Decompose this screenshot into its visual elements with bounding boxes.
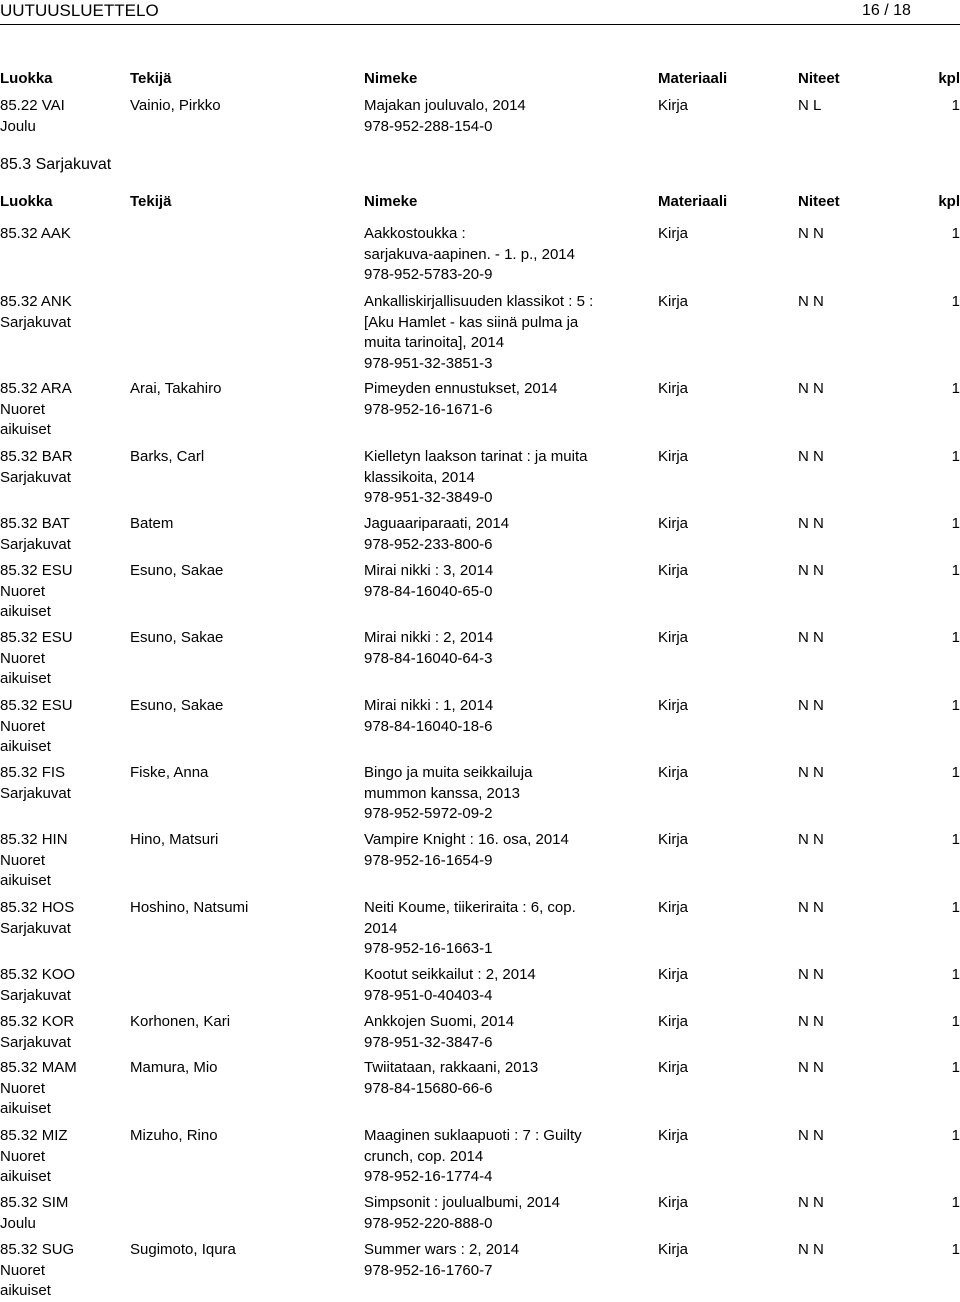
- cell-niteet: N N: [798, 697, 824, 714]
- cell-tekija: Korhonen, Kari: [130, 1013, 231, 1030]
- cell-niteet: N N: [798, 1059, 824, 1076]
- cell-materiaali: Kirja: [658, 448, 689, 465]
- page-header: [0, 0, 960, 25]
- cell-luokka: 85.32 KOR Sarjakuvat: [0, 1013, 75, 1051]
- cell-kpl: 1: [951, 293, 960, 310]
- cell-niteet: N N: [798, 764, 824, 781]
- cell-luokka: 85.32 ESU Nuoret aikuiset: [0, 562, 73, 621]
- cell-materiaali: Kirja: [658, 97, 689, 114]
- cell-luokka: 85.32 KOO Sarjakuvat: [0, 966, 76, 1004]
- cell-nimeke: Twiitataan, rakkaani, 2013 978-84-15680-66-6: [364, 1059, 539, 1097]
- cell-niteet: N N: [798, 831, 824, 848]
- cell-kpl: 1: [951, 225, 960, 242]
- cell-nimeke: Majakan jouluvalo, 2014 978-952-288-154-0: [364, 97, 526, 135]
- cell-luokka: 85.32 BAT Sarjakuvat: [0, 515, 71, 553]
- cell-kpl: 1: [951, 515, 960, 532]
- cell-nimeke: Ankalliskirjallisuuden klassikot : 5 : [Aku Hamlet - kas siinä pulma ja muita tarinoita], 2014 978-951-32-3851-3: [364, 293, 594, 372]
- cell-nimeke: Pimeyden ennustukset, 2014 978-952-16-1671-6: [364, 380, 558, 418]
- cell-nimeke: Neiti Koume, tiikeriraita : 6, cop. 2014 978-952-16-1663-1: [364, 899, 576, 958]
- cell-tekija: Hoshino, Natsumi: [130, 899, 249, 916]
- cell-niteet: N L: [798, 97, 822, 114]
- header-materiaali: Materiaali: [658, 193, 728, 210]
- section-title: 85.3 Sarjakuvat: [0, 156, 112, 173]
- cell-luokka: 85.32 ESU Nuoret aikuiset: [0, 629, 73, 688]
- cell-materiaali: Kirja: [658, 1127, 689, 1144]
- cell-kpl: 1: [951, 1127, 960, 1144]
- cell-kpl: 1: [951, 629, 960, 646]
- cell-tekija: Mamura, Mio: [130, 1059, 218, 1076]
- cell-materiaali: Kirja: [658, 764, 689, 781]
- cell-luokka: 85.32 MAM Nuoret aikuiset: [0, 1059, 77, 1118]
- cell-niteet: N N: [798, 380, 824, 397]
- cell-nimeke: Vampire Knight : 16. osa, 2014 978-952-16-1654-9: [364, 831, 569, 869]
- cell-tekija: Batem: [130, 515, 174, 532]
- cell-niteet: N N: [798, 1241, 824, 1258]
- cell-luokka: 85.32 AAK: [0, 225, 71, 242]
- cell-luokka: 85.22 VAI Joulu: [0, 97, 65, 135]
- cell-niteet: N N: [798, 515, 824, 532]
- cell-materiaali: Kirja: [658, 629, 689, 646]
- cell-luokka: 85.32 HOS Sarjakuvat: [0, 899, 75, 937]
- cell-materiaali: Kirja: [658, 225, 689, 242]
- cell-niteet: N N: [798, 293, 824, 310]
- cell-nimeke: Mirai nikki : 2, 2014 978-84-16040-64-3: [364, 629, 494, 667]
- cell-nimeke: Kootut seikkailut : 2, 2014 978-951-0-40403-4: [364, 966, 536, 1004]
- cell-materiaali: Kirja: [658, 966, 689, 983]
- cell-nimeke: Summer wars : 2, 2014 978-952-16-1760-7: [364, 1241, 520, 1279]
- cell-luokka: 85.32 FIS Sarjakuvat: [0, 764, 71, 802]
- cell-nimeke: Aakkostoukka : sarjakuva-aapinen. - 1. p., 2014 978-952-5783-20-9: [364, 225, 575, 284]
- cell-luokka: 85.32 HIN Nuoret aikuiset: [0, 831, 68, 890]
- cell-kpl: 1: [951, 966, 960, 983]
- cell-kpl: 1: [951, 562, 960, 579]
- cell-nimeke: Bingo ja muita seikkailuja mummon kanssa, 2013 978-952-5972-09-2: [364, 764, 533, 823]
- cell-kpl: 1: [951, 899, 960, 916]
- cell-luokka: 85.32 MIZ Nuoret aikuiset: [0, 1127, 68, 1186]
- header-luokka: Luokka: [0, 70, 53, 87]
- cell-nimeke: Kielletyn laakson tarinat : ja muita klassikoita, 2014 978-951-32-3849-0: [364, 448, 588, 507]
- column-header-row: [0, 192, 960, 212]
- cell-niteet: N N: [798, 1194, 824, 1211]
- header-luokka: Luokka: [0, 193, 53, 210]
- cell-materiaali: Kirja: [658, 380, 689, 397]
- cell-niteet: N N: [798, 966, 824, 983]
- cell-nimeke: Simpsonit : joulualbumi, 2014 978-952-220-888-0: [364, 1194, 560, 1232]
- header-tekija: Tekijä: [130, 70, 172, 87]
- cell-materiaali: Kirja: [658, 1194, 689, 1211]
- column-header-row: [0, 69, 960, 89]
- cell-luokka: 85.32 BAR Sarjakuvat: [0, 448, 73, 486]
- cell-niteet: N N: [798, 629, 824, 646]
- header-nimeke: Nimeke: [364, 70, 418, 87]
- page-title: UUTUUSLUETTELO: [0, 1, 159, 20]
- header-nimeke: Nimeke: [364, 193, 418, 210]
- page-number: 16 / 18: [862, 2, 911, 19]
- cell-tekija: Fiske, Anna: [130, 764, 209, 781]
- cell-materiaali: Kirja: [658, 899, 689, 916]
- header-niteet: Niteet: [798, 193, 840, 210]
- cell-niteet: N N: [798, 899, 824, 916]
- cell-tekija: Vainio, Pirkko: [130, 97, 221, 114]
- cell-nimeke: Mirai nikki : 3, 2014 978-84-16040-65-0: [364, 562, 494, 600]
- cell-tekija: Hino, Matsuri: [130, 831, 219, 848]
- header-kpl: kpl: [938, 70, 960, 87]
- cell-tekija: Arai, Takahiro: [130, 380, 222, 397]
- cell-tekija: Barks, Carl: [130, 448, 205, 465]
- cell-materiaali: Kirja: [658, 831, 689, 848]
- cell-kpl: 1: [951, 448, 960, 465]
- cell-luokka: 85.32 ANK Sarjakuvat: [0, 293, 72, 331]
- cell-kpl: 1: [951, 1241, 960, 1258]
- cell-nimeke: Maaginen suklaapuoti : 7 : Guilty crunch, cop. 2014 978-952-16-1774-4: [364, 1127, 582, 1186]
- cell-kpl: 1: [951, 380, 960, 397]
- cell-niteet: N N: [798, 225, 824, 242]
- cell-tekija: Esuno, Sakae: [130, 562, 224, 579]
- cell-tekija: Esuno, Sakae: [130, 629, 224, 646]
- cell-tekija: Esuno, Sakae: [130, 697, 224, 714]
- header-niteet: Niteet: [798, 70, 840, 87]
- cell-niteet: N N: [798, 448, 824, 465]
- cell-niteet: N N: [798, 1013, 824, 1030]
- header-materiaali: Materiaali: [658, 70, 728, 87]
- cell-materiaali: Kirja: [658, 1241, 689, 1258]
- cell-materiaali: Kirja: [658, 1059, 689, 1076]
- cell-kpl: 1: [951, 1013, 960, 1030]
- cell-nimeke: Ankkojen Suomi, 2014 978-951-32-3847-6: [364, 1013, 515, 1051]
- cell-kpl: 1: [951, 1194, 960, 1211]
- cell-luokka: 85.32 ESU Nuoret aikuiset: [0, 697, 73, 756]
- cell-luokka: 85.32 SUG Nuoret aikuiset: [0, 1241, 75, 1300]
- cell-materiaali: Kirja: [658, 293, 689, 310]
- cell-kpl: 1: [951, 97, 960, 114]
- cell-luokka: 85.32 SIM Joulu: [0, 1194, 69, 1232]
- cell-tekija: Mizuho, Rino: [130, 1127, 218, 1144]
- cell-niteet: N N: [798, 562, 824, 579]
- cell-nimeke: Jaguaariparaati, 2014 978-952-233-800-6: [364, 515, 510, 553]
- header-tekija: Tekijä: [130, 193, 172, 210]
- cell-kpl: 1: [951, 831, 960, 848]
- cell-kpl: 1: [951, 697, 960, 714]
- cell-materiaali: Kirja: [658, 515, 689, 532]
- cell-materiaali: Kirja: [658, 697, 689, 714]
- cell-luokka: 85.32 ARA Nuoret aikuiset: [0, 380, 72, 439]
- cell-nimeke: Mirai nikki : 1, 2014 978-84-16040-18-6: [364, 697, 494, 735]
- header-kpl: kpl: [938, 193, 960, 210]
- cell-kpl: 1: [951, 764, 960, 781]
- cell-materiaali: Kirja: [658, 1013, 689, 1030]
- cell-materiaali: Kirja: [658, 562, 689, 579]
- cell-tekija: Sugimoto, Iqura: [130, 1241, 236, 1258]
- cell-niteet: N N: [798, 1127, 824, 1144]
- cell-kpl: 1: [951, 1059, 960, 1076]
